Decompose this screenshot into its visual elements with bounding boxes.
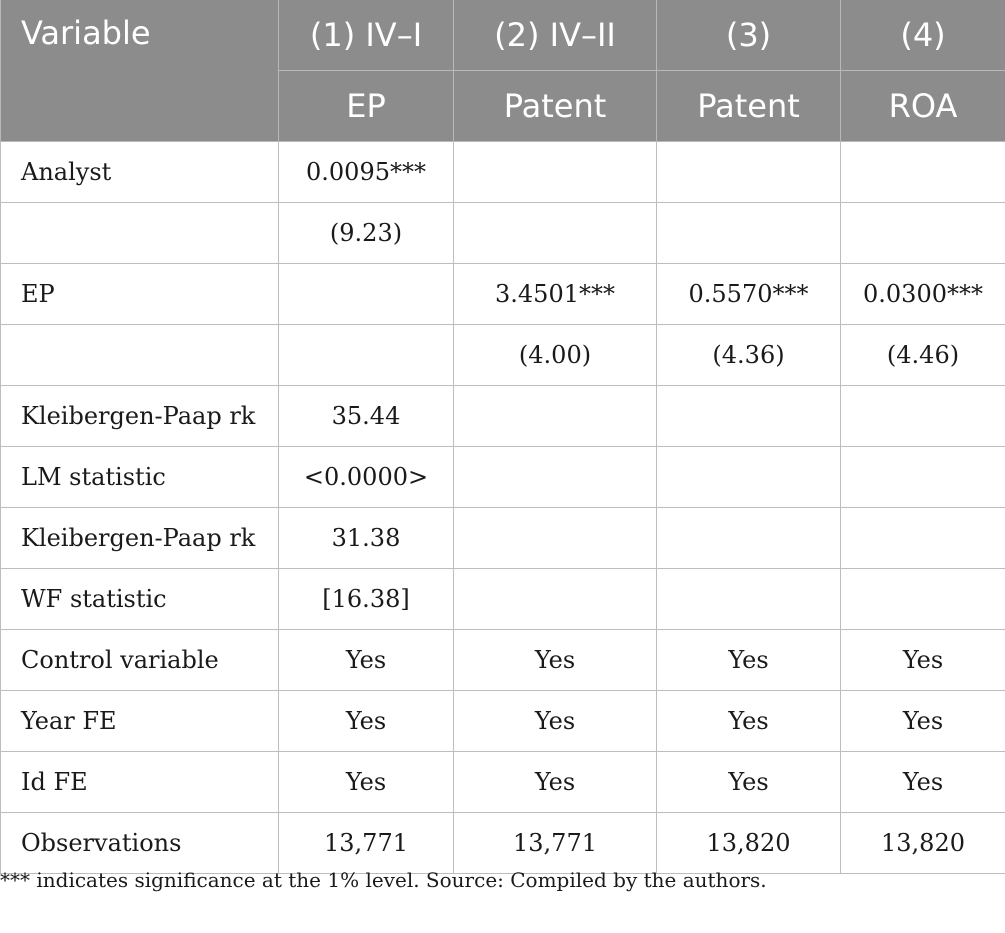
table-cell: Yes bbox=[279, 691, 454, 752]
row-label: Observations bbox=[1, 813, 279, 874]
header-row-numbers bbox=[1, 0, 1005, 71]
table-cell: 35.44 bbox=[279, 386, 454, 447]
table-cell bbox=[841, 142, 1005, 203]
table-footnote: *** indicates significance at the 1% level. Source: Compiled by the authors. bbox=[0, 868, 767, 892]
table-row bbox=[1, 630, 1005, 691]
table-cell bbox=[841, 203, 1005, 264]
table-cell bbox=[657, 447, 841, 508]
table-cell: Yes bbox=[657, 630, 841, 691]
table-cell bbox=[454, 142, 657, 203]
table-cell: (4.36) bbox=[657, 325, 841, 386]
table-cell bbox=[841, 386, 1005, 447]
table-cell: 13,771 bbox=[279, 813, 454, 874]
table-cell bbox=[841, 447, 1005, 508]
header-col-2-number: (2) IV–II bbox=[454, 0, 657, 71]
table-cell: Yes bbox=[841, 752, 1005, 813]
header-col-3-number: (3) bbox=[657, 0, 841, 71]
table-cell: 13,820 bbox=[657, 813, 841, 874]
row-label bbox=[1, 203, 279, 264]
header-col-3-dependent: Patent bbox=[657, 71, 841, 142]
table-cell: Yes bbox=[454, 691, 657, 752]
table-cell bbox=[279, 264, 454, 325]
table-cell: 0.0300*** bbox=[841, 264, 1005, 325]
table-cell bbox=[841, 569, 1005, 630]
table-cell bbox=[657, 569, 841, 630]
row-label: Analyst bbox=[1, 142, 279, 203]
table-row bbox=[1, 386, 1005, 447]
table-cell bbox=[657, 508, 841, 569]
table-cell: 13,771 bbox=[454, 813, 657, 874]
table-cell: 0.0095*** bbox=[279, 142, 454, 203]
table-cell bbox=[454, 447, 657, 508]
table-cell: Yes bbox=[657, 691, 841, 752]
header-col-4-dependent: ROA bbox=[841, 71, 1005, 142]
row-label: Kleibergen-Paap rk bbox=[1, 508, 279, 569]
table-cell: (4.46) bbox=[841, 325, 1005, 386]
table-row bbox=[1, 142, 1005, 203]
table-cell bbox=[454, 203, 657, 264]
row-label: EP bbox=[1, 264, 279, 325]
table-row bbox=[1, 447, 1005, 508]
table-cell: (9.23) bbox=[279, 203, 454, 264]
table-cell: Yes bbox=[454, 752, 657, 813]
table-row bbox=[1, 691, 1005, 752]
header-col-4-number: (4) bbox=[841, 0, 1005, 71]
header-col-2-dependent: Patent bbox=[454, 71, 657, 142]
table-cell bbox=[279, 325, 454, 386]
header-col-1-dependent: EP bbox=[279, 71, 454, 142]
row-label: Control variable bbox=[1, 630, 279, 691]
table-row bbox=[1, 813, 1005, 874]
table-row bbox=[1, 203, 1005, 264]
row-label: Kleibergen-Paap rk bbox=[1, 386, 279, 447]
row-label: Id FE bbox=[1, 752, 279, 813]
table-cell bbox=[841, 508, 1005, 569]
table-cell bbox=[454, 569, 657, 630]
header-variable: Variable bbox=[1, 0, 279, 142]
row-label: Year FE bbox=[1, 691, 279, 752]
table-header bbox=[1, 0, 1005, 142]
table-cell: [16.38] bbox=[279, 569, 454, 630]
table-cell bbox=[657, 142, 841, 203]
table-cell: 3.4501*** bbox=[454, 264, 657, 325]
table-cell: Yes bbox=[279, 630, 454, 691]
table-row bbox=[1, 752, 1005, 813]
table-cell: (4.00) bbox=[454, 325, 657, 386]
table-row bbox=[1, 508, 1005, 569]
table-cell bbox=[454, 508, 657, 569]
table-cell: Yes bbox=[279, 752, 454, 813]
table-cell bbox=[454, 386, 657, 447]
row-label: WF statistic bbox=[1, 569, 279, 630]
table-cell: Yes bbox=[454, 630, 657, 691]
table-cell: Yes bbox=[657, 752, 841, 813]
table-body bbox=[1, 142, 1005, 874]
table-cell: Yes bbox=[841, 691, 1005, 752]
table-cell: 13,820 bbox=[841, 813, 1005, 874]
table-cell: Yes bbox=[841, 630, 1005, 691]
table-row bbox=[1, 264, 1005, 325]
table-row bbox=[1, 325, 1005, 386]
table-cell: 0.5570*** bbox=[657, 264, 841, 325]
row-label: LM statistic bbox=[1, 447, 279, 508]
table-cell: 31.38 bbox=[279, 508, 454, 569]
table-cell bbox=[657, 203, 841, 264]
header-col-1-number: (1) IV–I bbox=[279, 0, 454, 71]
table-row bbox=[1, 569, 1005, 630]
table-cell: <0.0000> bbox=[279, 447, 454, 508]
row-label bbox=[1, 325, 279, 386]
table-cell bbox=[657, 386, 841, 447]
